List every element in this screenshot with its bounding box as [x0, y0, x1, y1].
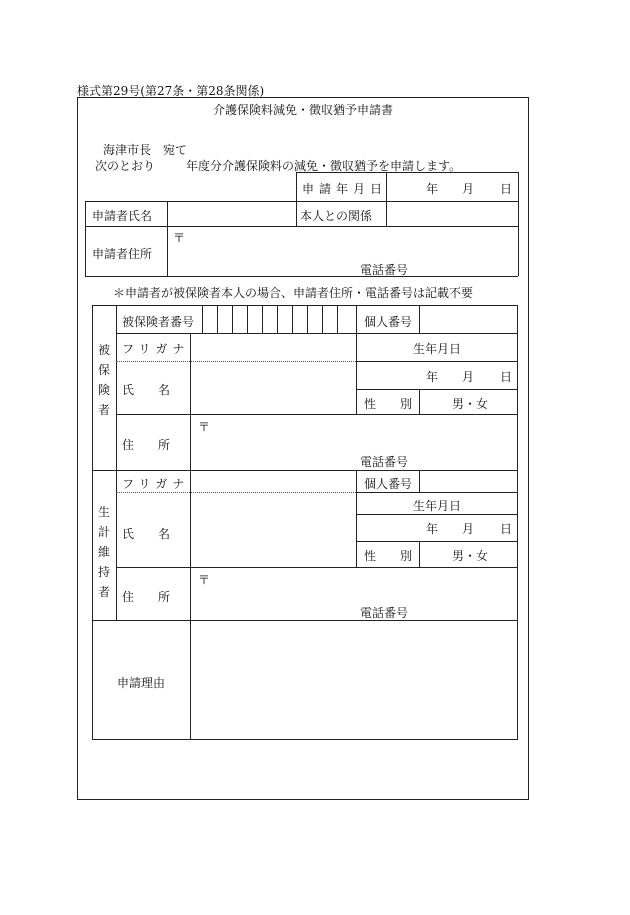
- month-unit: 月: [462, 182, 475, 196]
- insured-birth-month: 月: [462, 370, 475, 384]
- phone-label: 電話番号: [360, 263, 409, 277]
- applicant-address-label: 申請者住所: [92, 247, 153, 261]
- intro-prefix: 次のとおり: [95, 159, 156, 173]
- note-text: ＊申請者が被保険者本人の場合、申請者住所・電話番号は記載不要: [113, 286, 474, 300]
- supporter-address-field[interactable]: [191, 568, 517, 619]
- reason-field[interactable]: [191, 621, 517, 739]
- application-date-field[interactable]: [388, 174, 517, 200]
- insured-birth-label: 生年月日: [412, 342, 461, 356]
- relation-field[interactable]: [388, 203, 517, 225]
- supporter-postal-mark: 〒: [198, 573, 211, 587]
- insured-phone-label: 電話番号: [360, 455, 409, 469]
- supporter-sex-options[interactable]: 男・女: [452, 549, 489, 563]
- addressee: 海津市長 宛て: [103, 143, 188, 157]
- insured-furigana-label: フリガナ: [122, 342, 190, 356]
- insured-personal-number-label: 個人番号: [364, 315, 413, 329]
- supporter-section-label: 生 計 維 持 者: [97, 505, 110, 599]
- intro-suffix: 年度分介護保険料の減免・徴収猶予を申請します。: [186, 159, 462, 173]
- year-unit: 年: [426, 182, 439, 196]
- supporter-birth-label: 生年月日: [412, 499, 461, 513]
- form-title: 介護保険料減免・徴収猶予申請書: [212, 103, 393, 117]
- supporter-birth-month: 月: [462, 522, 475, 536]
- insured-personal-number-field[interactable]: [420, 306, 517, 332]
- supporter-sex-label: 性 別: [364, 549, 413, 563]
- applicant-name-field[interactable]: [169, 203, 295, 225]
- supporter-address-label: 住 所: [122, 590, 171, 604]
- applicant-name-label: 申請者氏名: [92, 209, 153, 223]
- insured-furigana-field[interactable]: [191, 334, 355, 360]
- insured-name-label: 氏 名: [122, 383, 171, 397]
- supporter-name-field[interactable]: [191, 493, 355, 566]
- supporter-phone-label: 電話番号: [360, 606, 409, 620]
- supporter-name-label: 氏 名: [122, 527, 171, 541]
- insured-sex-options[interactable]: 男・女: [452, 397, 489, 411]
- form-number: 様式第29号(第27条・第28条関係): [77, 84, 265, 98]
- insured-number-field[interactable]: [191, 306, 355, 332]
- supporter-personal-number-label: 個人番号: [364, 477, 413, 491]
- postal-mark: 〒: [173, 231, 186, 245]
- insured-number-label: 被保険者番号: [122, 315, 195, 329]
- supporter-furigana-label: フリガナ: [122, 477, 190, 491]
- day-unit: 日: [500, 182, 513, 196]
- insured-postal-mark: 〒: [198, 420, 211, 434]
- supporter-birth-day: 日: [500, 522, 513, 536]
- insured-sex-label: 性 別: [364, 397, 413, 411]
- reason-label: 申請理由: [116, 676, 165, 690]
- insured-address-label: 住 所: [122, 438, 171, 452]
- insured-address-field[interactable]: [191, 415, 517, 469]
- supporter-birth-year: 年: [426, 522, 439, 536]
- relation-label: 本人との関係: [300, 209, 373, 223]
- insured-section-label: 被 保 険 者: [97, 343, 110, 417]
- insured-name-field[interactable]: [191, 362, 355, 413]
- application-date-label: 申請年月日: [302, 182, 388, 196]
- supporter-furigana-field[interactable]: [191, 471, 355, 491]
- insured-birth-day: 日: [500, 370, 513, 384]
- insured-birth-year: 年: [426, 370, 439, 384]
- supporter-personal-number-field[interactable]: [420, 471, 517, 491]
- applicant-address-field[interactable]: [169, 228, 517, 275]
